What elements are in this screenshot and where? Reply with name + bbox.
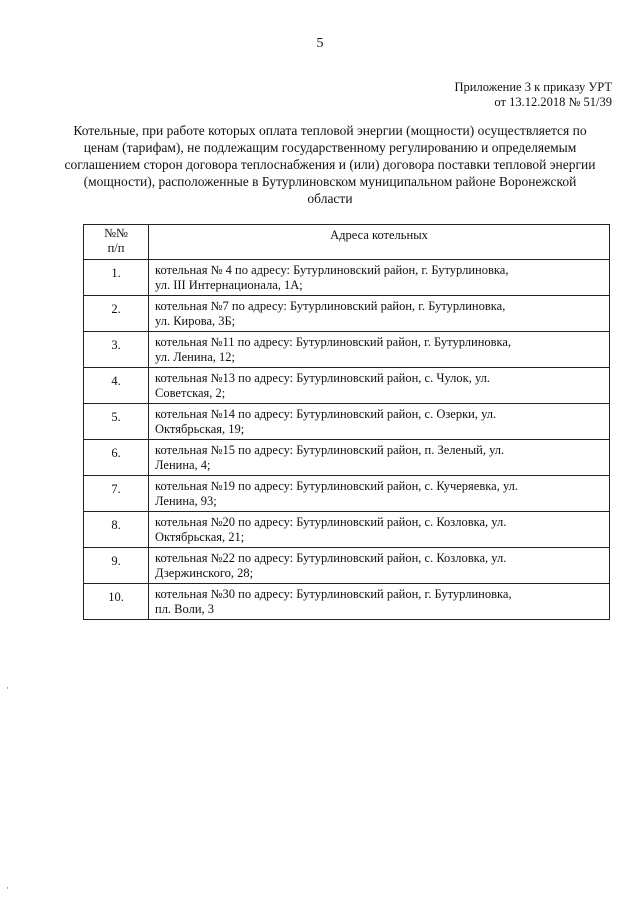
address-line-1: котельная №20 по адресу: Бутурлиновский район, с. Козловка, ул. — [155, 515, 507, 529]
header-number — [84, 225, 149, 260]
table-row — [84, 332, 610, 368]
header-address: Адреса котельных — [149, 225, 610, 260]
address-line-2: Октябрьская, 19; — [155, 422, 245, 436]
address-line-2: Дзержинского, 28; — [155, 566, 254, 580]
header-number-line-2: п/п — [107, 241, 125, 255]
table-header-row — [84, 225, 610, 260]
page-number: 5 — [316, 36, 324, 51]
row-number: 5. — [84, 404, 149, 440]
address-line-2: Октябрьская, 21; — [155, 530, 245, 544]
document-heading: Котельные, при работе которых оплата тепловой энергии (мощности) осуществляется по ценам (тарифам), не подлежащим государственному регулированию и определяемым соглашением сторон договора теплоснабжения и (или) договора поставки тепловой энергии (мощности), расположенные в Бутурлиновском муниципальном районе Воронежской области — [64, 123, 596, 206]
row-address — [149, 332, 610, 368]
address-line-2: Ленина, 93; — [155, 494, 217, 508]
table-row — [84, 296, 610, 332]
address-line-1: котельная № 4 по адресу: Бутурлиновский район, г. Бутурлиновка, — [155, 263, 509, 277]
address-line-2: пл. Воли, 3 — [155, 602, 215, 616]
table-row — [84, 368, 610, 404]
table-row — [84, 404, 610, 440]
address-line-1: котельная №14 по адресу: Бутурлиновский район, с. Озерки, ул. — [155, 407, 497, 421]
row-number: 7. — [84, 476, 149, 512]
row-number: 9. — [84, 548, 149, 584]
scan-speck: · — [6, 683, 9, 693]
address-line-2: ул. III Интернационала, 1А; — [155, 278, 303, 292]
annex-line-1: Приложение 3 к приказу УРТ — [454, 80, 612, 94]
row-address — [149, 296, 610, 332]
address-line-2: ул. Кирова, 3Б; — [155, 314, 236, 328]
header-number-line-1: №№ — [104, 226, 128, 240]
row-address — [149, 512, 610, 548]
table-row — [84, 512, 610, 548]
table-row — [84, 548, 610, 584]
address-line-2: Ленина, 4; — [155, 458, 211, 472]
row-address — [149, 440, 610, 476]
scan-speck: · — [6, 883, 9, 893]
row-address — [149, 584, 610, 620]
address-line-1: котельная №30 по адресу: Бутурлиновский район, г. Бутурлиновка, — [155, 587, 512, 601]
address-line-1: котельная №11 по адресу: Бутурлиновский район, г. Бутурлиновка, — [155, 335, 512, 349]
row-number: 10. — [84, 584, 149, 620]
address-line-1: котельная №7 по адресу: Бутурлиновский район, г. Бутурлиновка, — [155, 299, 506, 313]
row-number: 2. — [84, 296, 149, 332]
row-number: 6. — [84, 440, 149, 476]
boiler-address-table — [83, 224, 610, 620]
address-line-1: котельная №22 по адресу: Бутурлиновский район, с. Козловка, ул. — [155, 551, 507, 565]
row-number: 8. — [84, 512, 149, 548]
table-row — [84, 584, 610, 620]
address-line-2: ул. Ленина, 12; — [155, 350, 235, 364]
address-line-1: котельная №19 по адресу: Бутурлиновский район, с. Кучеряевка, ул. — [155, 479, 519, 493]
row-address — [149, 476, 610, 512]
address-line-1: котельная №13 по адресу: Бутурлиновский район, с. Чулок, ул. — [155, 371, 491, 385]
row-number: 4. — [84, 368, 149, 404]
row-address — [149, 404, 610, 440]
annex-reference — [455, 80, 613, 110]
table-row — [84, 260, 610, 296]
address-line-2: Советская, 2; — [155, 386, 226, 400]
row-address — [149, 548, 610, 584]
row-address — [149, 260, 610, 296]
address-line-1: котельная №15 по адресу: Бутурлиновский район, п. Зеленый, ул. — [155, 443, 505, 457]
row-number: 1. — [84, 260, 149, 296]
table-row — [84, 476, 610, 512]
table-row — [84, 440, 610, 476]
annex-line-2: от 13.12.2018 № 51/39 — [494, 95, 612, 109]
row-address — [149, 368, 610, 404]
row-number: 3. — [84, 332, 149, 368]
